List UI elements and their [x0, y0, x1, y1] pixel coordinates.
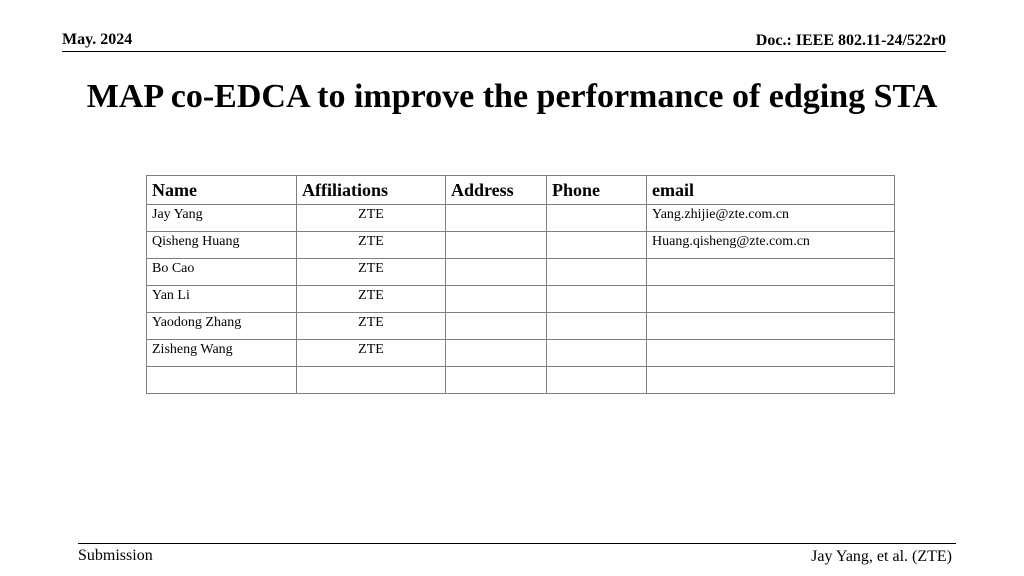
cell-affiliation: ZTE	[297, 340, 446, 367]
cell-phone	[547, 367, 647, 394]
table-row	[147, 340, 895, 367]
cell-address	[446, 286, 547, 313]
column-header-email: email	[647, 176, 895, 205]
cell-name: Jay Yang	[147, 205, 297, 232]
column-header-affiliations: Affiliations	[297, 176, 446, 205]
footer-divider	[78, 543, 956, 544]
cell-affiliation: ZTE	[297, 232, 446, 259]
column-header-address: Address	[446, 176, 547, 205]
authors-table	[146, 175, 895, 394]
cell-address	[446, 367, 547, 394]
header-doc-id: Doc.: IEEE 802.11-24/522r0	[755, 32, 946, 49]
cell-address	[446, 313, 547, 340]
cell-affiliation	[297, 367, 446, 394]
cell-name: Qisheng Huang	[147, 232, 297, 259]
cell-affiliation: ZTE	[297, 205, 446, 232]
cell-phone	[547, 259, 647, 286]
cell-address	[446, 232, 547, 259]
cell-address	[446, 340, 547, 367]
table-header-row	[147, 176, 895, 205]
cell-email	[647, 313, 895, 340]
cell-email	[647, 259, 895, 286]
cell-email	[647, 367, 895, 394]
table-row	[147, 367, 895, 394]
cell-affiliation: ZTE	[297, 313, 446, 340]
column-header-phone: Phone	[547, 176, 647, 205]
cell-name: Zisheng Wang	[147, 340, 297, 367]
cell-email	[647, 286, 895, 313]
header-divider	[62, 51, 946, 52]
table-row	[147, 232, 895, 259]
footer-submission: Submission	[78, 547, 153, 564]
cell-address	[446, 259, 547, 286]
cell-phone	[547, 340, 647, 367]
table-row	[147, 313, 895, 340]
column-header-name: Name	[147, 176, 297, 205]
cell-phone	[547, 232, 647, 259]
cell-affiliation: ZTE	[297, 286, 446, 313]
slide-title: MAP co-EDCA to improve the performance of edging STA	[86, 78, 938, 115]
cell-email: Huang.qisheng@zte.com.cn	[647, 232, 895, 259]
table-row	[147, 205, 895, 232]
cell-name	[147, 367, 297, 394]
table-row	[147, 286, 895, 313]
cell-phone	[547, 205, 647, 232]
cell-email: Yang.zhijie@zte.com.cn	[647, 205, 895, 232]
header-date: May. 2024	[62, 31, 133, 48]
cell-name: Yaodong Zhang	[147, 313, 297, 340]
cell-phone	[547, 286, 647, 313]
cell-phone	[547, 313, 647, 340]
table-row	[147, 259, 895, 286]
cell-name: Bo Cao	[147, 259, 297, 286]
footer-author: Jay Yang, et al. (ZTE)	[811, 548, 952, 565]
cell-address	[446, 205, 547, 232]
cell-email	[647, 340, 895, 367]
cell-affiliation: ZTE	[297, 259, 446, 286]
cell-name: Yan Li	[147, 286, 297, 313]
